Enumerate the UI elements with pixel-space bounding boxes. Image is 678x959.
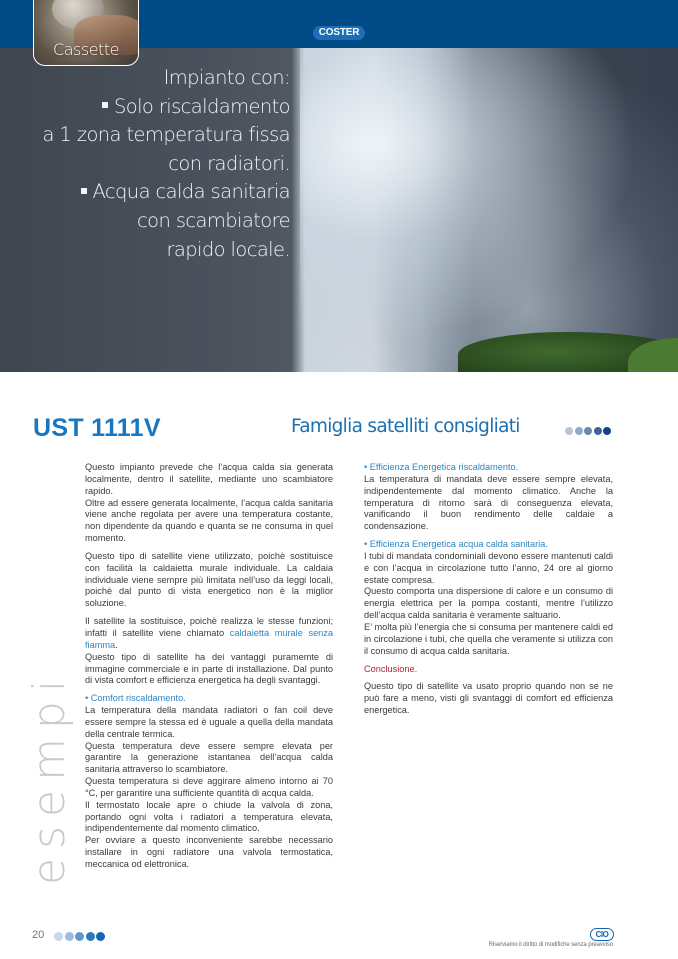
section-heading: • Efficienza Energetica riscaldamento. [364, 462, 519, 472]
paragraph: La temperatura della mandata radiatori o fan coil deve essere sempre la stessa ed è uguale a quella della mandata della centrale termica. [85, 705, 333, 739]
dot-icon [565, 427, 573, 435]
section-heading: • Efficienza Energetica acqua calda sanitaria. [364, 539, 548, 550]
section-label: Cassette [53, 40, 119, 59]
brand-badge: COSTER [313, 26, 365, 40]
waterfall-mist [300, 48, 678, 372]
hero-line: con scambiatore [137, 208, 290, 232]
paragraph: Per ovviare a questo inconveniente sarebbe necessario installare in ogni radiatore una valvola termostatica, meccanica od elettronica. [85, 835, 333, 869]
section-tab-cassette[interactable] [33, 0, 139, 66]
footer-dots [54, 932, 105, 941]
paragraph: Oltre ad essere generata localmente, l’acqua calda sanitaria viene anche regolata per avere una temperatura costante, non dipendente da quando e quanta se ne consuma in quel momento. [85, 497, 333, 544]
hero-line: con radiatori. [168, 151, 290, 175]
dot-icon [584, 427, 592, 435]
company-logo: CIO [590, 928, 614, 941]
square-bullet-icon [81, 188, 87, 194]
highlight-term: caldaietta murale senza fiamma [85, 627, 333, 650]
dot-icon [54, 932, 63, 941]
paragraph: La temperatura di mandata deve essere sempre elevata, indipendentemente dal momento climatico. Anche la temperatura di ritorno sarà di conseguenza elevata, vanificando il buon rendimento delle caldaie a condensazione. [364, 473, 613, 532]
right-column [364, 462, 613, 717]
dot-icon [594, 427, 602, 435]
vertical-section-label: esempi [24, 670, 75, 885]
hero-line: Acqua calda sanitaria [0, 178, 290, 207]
hero-line: rapido locale. [166, 237, 290, 261]
paragraph: Questo tipo di satellite ha dei vantaggi puramemte di immagine commerciale e in parte di installazione. Dal punto di vista comfort e efficienza energetica ha degli svantaggi. [85, 651, 333, 686]
left-column [85, 462, 333, 871]
dot-icon [75, 932, 84, 941]
dot-icon [65, 932, 74, 941]
paragraph: E’ molta più l’energia che si consuma per mantenere caldi ed in circolazione i tubi, che quella che veramente si utilizza con il consumo di acqua calda sanitaria. [364, 621, 613, 656]
hero-line: Solo riscaldamento [0, 93, 290, 122]
dot-icon [96, 932, 105, 941]
page-number: 20 [32, 929, 45, 941]
paragraph: Questa temperatura si deve aggirare almeno intorno ai 70 °C, per garantire una sufficiente quantità di acqua calda. [85, 776, 333, 798]
paragraph: I tubi di mandata condominiali devono essere mantenuti caldi e con l’acqua in circolazione tutto l’anno, 24 ore al giorno estate compresa. [364, 550, 613, 585]
paragraph: Questa temperatura deve essere sempre elevata per garantire la generazione istantanea dell’acqua calda sanitaria attraverso lo scambiatore. [85, 740, 333, 775]
square-bullet-icon [102, 102, 108, 108]
family-heading: Famiglia satelliti consigliati [291, 416, 520, 437]
conclusion-heading: Conclusione. [364, 663, 418, 674]
rights-notice: Riserviamo il diritto di modifiche senza preavviso [488, 942, 613, 948]
paragraph: Questo comporta una dispersione di calore e un consumo di energia elettrica per la pompa costanti, mentre l’utilizzo dell’acqua calda sanitaria è veramente saltuario. [364, 586, 613, 621]
dot-icon [603, 427, 611, 435]
hero-caption [0, 64, 290, 264]
dot-icon [86, 932, 95, 941]
dot-icon [575, 427, 583, 435]
hero-line: a 1 zona temperatura fissa [42, 123, 290, 147]
paragraph: Il termostato locale apre o chiude la valvola di zona, portando ogni volta i radiatori a temperatura elevata, indipendentemente dal momento climatico. [85, 799, 333, 834]
paragraph: Questo tipo di satellite va usato proprio quando non se ne può fare a meno, visti gli svantaggi di comfort ed efficienza energetica. [364, 681, 613, 716]
hero-line: Impianto con: [163, 66, 290, 89]
paragraph: Il satellite la sostituisce, poichè realizza le stesse funzioni; infatti il satellite viene chiamato caldaietta murale senza fiamma. [85, 616, 333, 650]
heading-dots [565, 427, 611, 435]
comfort-heading: • Comfort riscaldamento. [85, 693, 186, 704]
paragraph: Questo tipo di satellite viene utilizzato, poichè sostituisce con facilità la caldaietta murale individuale. La caldaia individuale viene sempre più limitata nell’uso da leggi locali, poichè dal punto di vista energetico non è la miglior soluzione. [85, 550, 333, 609]
model-title: UST 1111V [33, 414, 161, 442]
paragraph: Questo impianto prevede che l’acqua calda sia generata localmente, dentro il satellite, mediante uno scambiatore rapido. [85, 462, 333, 496]
